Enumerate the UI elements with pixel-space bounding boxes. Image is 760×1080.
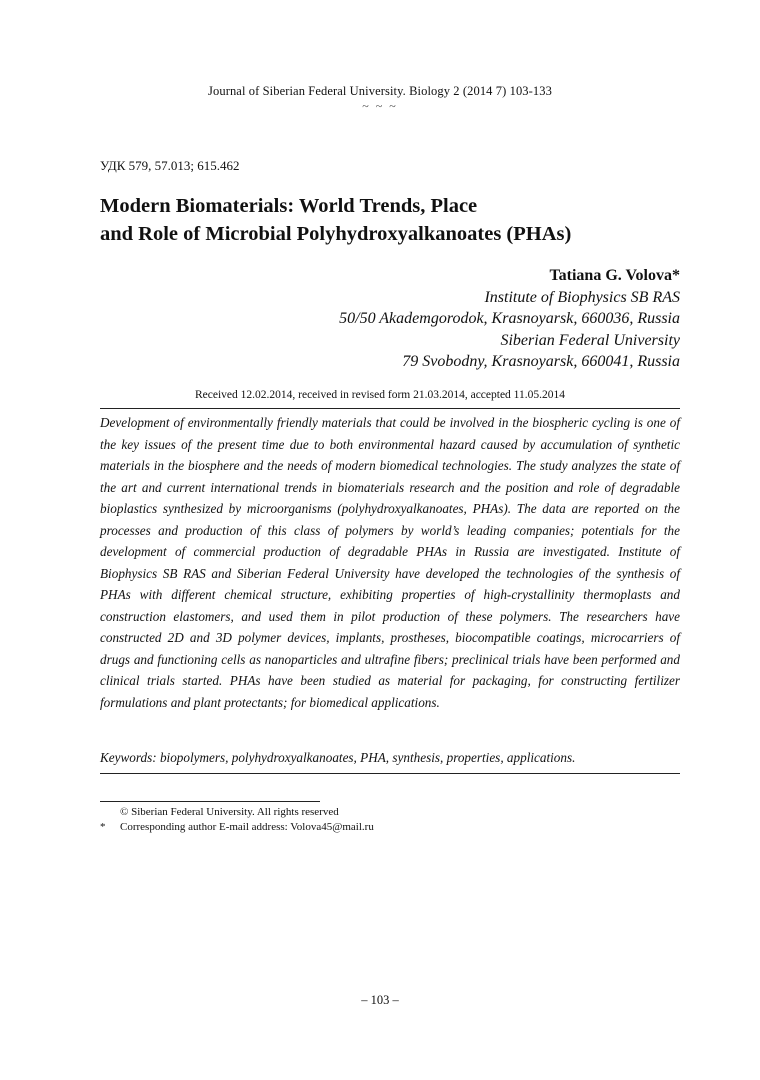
header-ornament: ~ ~ ~	[362, 99, 398, 113]
author-name: Tatiana G. Volova*	[549, 267, 680, 284]
footnote-mark: *	[100, 821, 106, 833]
title-line-2: and Role of Microbial Polyhydroxyalkanoates (PHAs)	[100, 223, 572, 245]
footnote-corresponding	[100, 820, 374, 835]
article-title	[100, 192, 660, 248]
affiliation-line: Siberian Federal University	[500, 331, 680, 349]
affiliation-line: 79 Svobodny, Krasnoyarsk, 660041, Russia	[402, 353, 680, 370]
keywords: Keywords: biopolymers, polyhydroxyalkanoates, PHA, synthesis, properties, applications.	[100, 750, 576, 765]
footnote-rule	[100, 801, 320, 802]
abstract-top-rule	[100, 408, 680, 409]
footnote-copyright	[100, 805, 374, 820]
footnotes	[100, 805, 374, 835]
title-line-1: Modern Biomaterials: World Trends, Place	[100, 195, 478, 217]
abstract-bottom-rule	[100, 773, 680, 774]
author-block	[180, 265, 680, 373]
page-number: – 103 –	[361, 993, 399, 1007]
abstract: Development of environmentally friendly materials that could be involved in the biospheric cycling is one of the key issues of the present time due to both environmental hazard caused by accumulation of synthetic materials in the biosphere and the needs of modern biomedical technologies. The study analyzes the state of the art and current international trends in biomaterials research and the position and role of degradable bioplastics synthesized by microorganisms (polyhydroxyalkanoates, PHAs). The data are reported on the processes and production of this class of polymers by world’s leading companies; potentials for the development of commercial production of degradable PHAs in Russia are investigated. Institute of Biophysics SB RAS and Siberian Federal University have developed the technologies of the synthesis of PHAs with different chemical structure, exhibiting properties of high-crystallinity thermoplasts and construction elastomers, and used them in pilot production of these polymers. The researchers have constructed 2D and 3D polymer devices, implants, prostheses, biocompatible coatings, microcarriers of drugs and functioning cells as nanoparticles and ultrafine fibers; preclinical trials have been performed and clinical trials started. PHAs have been studied as material for packaging, for constructing fertilizer formulations and plant protectants; for biomedical applications.	[100, 415, 680, 710]
copyright-text: © Siberian Federal University. All rights reserved	[120, 806, 339, 818]
received-dates: Received 12.02.2014, received in revised form 21.03.2014, accepted 11.05.2014	[194, 389, 566, 401]
corresponding-author-text: Corresponding author E-mail address: Volova45@mail.ru	[120, 821, 374, 833]
affiliation-line: Institute of Biophysics SB RAS	[484, 288, 680, 306]
affiliation-line: 50/50 Akademgorodok, Krasnoyarsk, 660036, Russia	[339, 310, 680, 327]
journal-header: Journal of Siberian Federal University. Biology 2 (2014 7) 103-133	[208, 84, 552, 98]
udk-code: УДК 579, 57.013; 615.462	[100, 158, 240, 173]
